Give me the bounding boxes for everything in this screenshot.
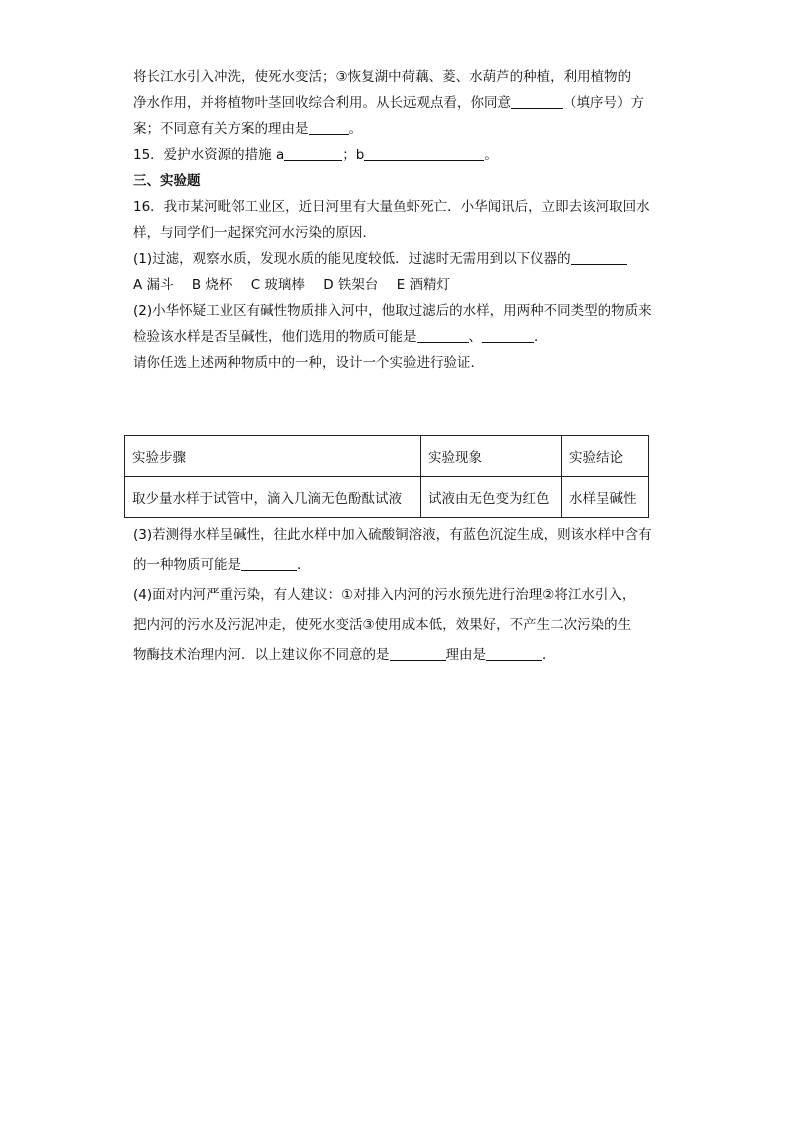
text: (3)若测得水样呈碱性，往此水样中加入硫酸铜溶液，有蓝色沉淀生成，则该水样中含有 xyxy=(133,527,652,543)
answer-blank[interactable] xyxy=(486,645,542,661)
text: 样，与同学们一起探究河水污染的原因． xyxy=(133,225,376,241)
text: 案；不同意有关方案的理由是 xyxy=(133,121,309,137)
question-15 xyxy=(133,142,661,168)
text-line xyxy=(133,116,661,142)
text: 请你任选上述两种物质中的一种，设计一个实验进行验证． xyxy=(133,355,484,371)
text-line xyxy=(133,350,661,376)
text: (2)小华怀疑工业区有碱性物质排入河中，他取过滤后的水样，用两种不同类型的物质来 xyxy=(133,303,652,319)
answer-blank[interactable] xyxy=(417,327,469,343)
experiment-table xyxy=(124,435,649,518)
text-line xyxy=(133,64,661,90)
text: 将长江水引入冲洗，使死水变活；③恢复湖中荷藕、菱、水葫芦的种植，利用植物的 xyxy=(133,69,632,85)
text: 。 xyxy=(484,147,498,163)
answer-blank[interactable] xyxy=(241,555,297,571)
answer-blank[interactable] xyxy=(511,93,563,109)
text: 。 xyxy=(348,121,362,137)
option-a: A 漏斗 xyxy=(133,277,174,293)
option-d: D 铁架台 xyxy=(323,277,379,293)
option-b: B 烧杯 xyxy=(191,277,233,293)
text-line xyxy=(133,324,661,350)
text: 净水作用，并将植物叶茎回收综合利用。从长远观点看，你同意 xyxy=(133,95,511,111)
answer-blank[interactable] xyxy=(309,119,349,135)
table-cell: 取少量水样于试管中，滴入几滴无色酚酞试液 xyxy=(125,477,421,518)
text: 、 xyxy=(468,329,482,345)
text: 物酶技术治理内河．以上建议你不同意的是 xyxy=(133,647,390,663)
part-3 xyxy=(133,522,661,548)
text: 15．爱护水资源的措施 a xyxy=(133,147,285,163)
table-cell: 水样呈碱性 xyxy=(562,477,649,518)
text: (4)面对内河严重污染，有人建议：①对排入内河的污水预先进行治理②将江水引入， xyxy=(133,587,636,603)
text-line xyxy=(133,220,661,246)
part-2 xyxy=(133,298,661,324)
table-header-cell: 实验结论 xyxy=(562,436,649,477)
table-row xyxy=(125,477,649,518)
options-line xyxy=(133,272,661,298)
table-header-cell: 实验现象 xyxy=(421,436,562,477)
option-e: E 酒精灯 xyxy=(396,277,451,293)
text: (1)过滤，观察水质，发现水质的能见度较低．过滤时无需用到以下仪器的 xyxy=(133,251,571,267)
text: 检验该水样是否呈碱性，他们选用的物质可能是 xyxy=(133,329,417,345)
table-header-row xyxy=(125,436,649,477)
text-line xyxy=(133,612,661,638)
table-cell: 试液由无色变为红色 xyxy=(421,477,562,518)
table-header-cell: 实验步骤 xyxy=(125,436,421,477)
question-16 xyxy=(133,194,661,220)
text: ． xyxy=(297,557,311,573)
text-line xyxy=(133,90,661,116)
text-line xyxy=(133,642,661,668)
text: 16．我市某河毗邻工业区，近日河里有大量鱼虾死亡．小华闻讯后，立即去该河取回水 xyxy=(133,199,650,215)
text: （填序号）方 xyxy=(563,95,644,111)
answer-blank[interactable] xyxy=(571,249,627,265)
part-1 xyxy=(133,246,661,272)
question-text-continued xyxy=(133,522,661,668)
answer-blank[interactable] xyxy=(390,645,446,661)
text: 的一种物质可能是 xyxy=(133,557,241,573)
text: 理由是 xyxy=(445,647,486,663)
answer-blank[interactable] xyxy=(482,327,534,343)
text-line xyxy=(133,552,661,578)
answer-blank-b[interactable] xyxy=(364,145,484,161)
text: ． xyxy=(534,329,548,345)
question-text xyxy=(133,64,661,376)
text: 把内河的污水及污泥冲走，使死水变活③使用成本低，效果好，不产生二次污染的生 xyxy=(133,617,632,633)
section-heading: 三、实验题 xyxy=(133,173,201,189)
option-c: C 玻璃棒 xyxy=(250,277,305,293)
part-4 xyxy=(133,582,661,608)
text: ；b xyxy=(342,147,365,163)
text: ． xyxy=(542,647,556,663)
answer-blank-a[interactable] xyxy=(284,145,342,161)
